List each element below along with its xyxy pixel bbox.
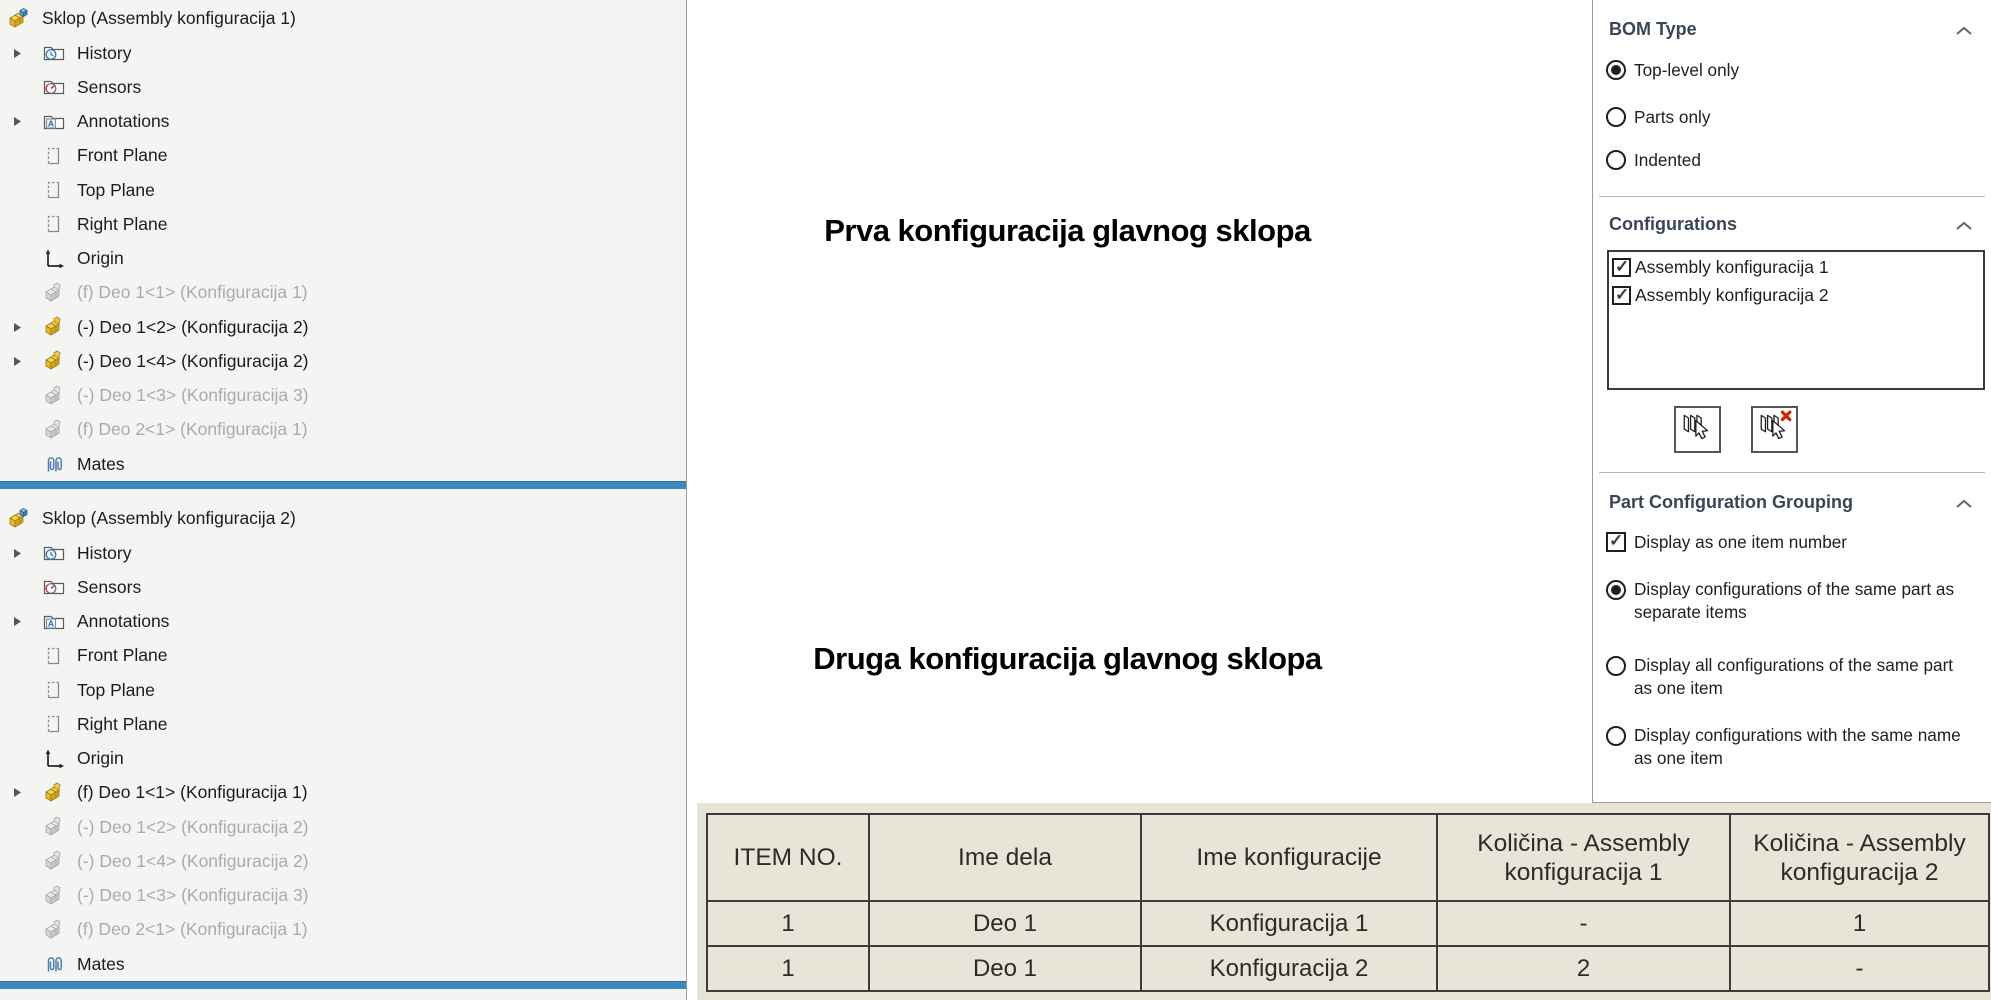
tree-item-label: (f) Deo 1<1> (Konfiguracija 1)	[77, 282, 308, 303]
tree-item-origin[interactable]	[0, 742, 686, 776]
part-gray-icon	[42, 384, 69, 408]
option-label: Indented	[1634, 149, 1701, 170]
chevron-up-icon[interactable]	[1955, 23, 1973, 33]
tree-item-mates[interactable]	[0, 447, 686, 481]
part-gray-icon	[42, 418, 69, 442]
pane-splitter-bar[interactable]	[0, 481, 686, 489]
grouping-option-display-configurations-of-the-same-part-[interactable]	[1606, 578, 1966, 624]
expand-arrow-icon[interactable]	[13, 116, 42, 127]
tree-item-label: Sensors	[77, 76, 142, 97]
caption-second-configuration: Druga konfiguracija glavnog sklopa	[813, 641, 1322, 676]
plane-icon	[42, 144, 69, 168]
bom-table-row	[707, 901, 1989, 946]
feature-tree-panel	[0, 0, 687, 1000]
part-yellow-icon	[42, 315, 69, 339]
part-yellow-icon	[42, 349, 69, 373]
tree-item-sklop-assembly-konfiguracija-1[interactable]	[0, 0, 686, 36]
tree-item-label: (-) Deo 1<2> (Konfiguracija 2)	[77, 316, 309, 337]
expand-arrow-icon[interactable]	[13, 616, 42, 627]
bom-column-header: ITEM NO.	[707, 814, 869, 901]
expand-arrow-icon[interactable]	[13, 356, 42, 367]
bom-type-header: BOM Type	[1609, 19, 1697, 39]
origin-icon	[42, 747, 69, 771]
bom-column-header: Količina - Assembly konfiguracija 2	[1730, 814, 1989, 901]
part-gray-icon	[42, 918, 69, 942]
assembly-icon	[7, 506, 34, 530]
bom-table-area	[697, 803, 1991, 1000]
part-gray-icon	[42, 815, 69, 839]
select-configurations-button[interactable]	[1674, 406, 1721, 453]
origin-icon	[42, 247, 69, 271]
bom-type-option-top-level-only[interactable]	[1606, 57, 1739, 83]
option-label: Top-level only	[1634, 59, 1740, 80]
grouping-option-display-configurations-with-the-same-nam[interactable]	[1606, 724, 1966, 770]
tree-item-front-plane[interactable]	[0, 139, 686, 173]
tree-item-f-deo-1-1-konfiguracija-1[interactable]	[0, 276, 686, 310]
tree-item-top-plane[interactable]	[0, 173, 686, 207]
tree-item-f-deo-1-1-konfiguracija-1[interactable]	[0, 776, 686, 810]
configuration-label: Assembly konfiguracija 2	[1635, 284, 1829, 305]
assembly-icon	[7, 6, 34, 30]
svg-text:A: A	[47, 118, 55, 129]
tree-item-label: History	[77, 42, 132, 63]
bom-table-cell: -	[1730, 946, 1989, 991]
mates-icon	[42, 452, 69, 476]
tree-item-label: Origin	[77, 248, 124, 269]
tree-item-label: Mates	[77, 453, 125, 474]
radio-icon[interactable]	[1606, 150, 1626, 170]
tree-item-history[interactable]	[0, 536, 686, 570]
chevron-up-icon[interactable]	[1955, 496, 1973, 506]
grouping-option-display-all-configurations-of-the-same-p[interactable]	[1606, 654, 1966, 700]
bom-table-cell: Deo 1	[869, 901, 1141, 946]
chevron-up-icon[interactable]	[1955, 218, 1973, 228]
option-label: Display configurations with the same name as one item	[1634, 725, 1961, 768]
tree-item-label: Sklop (Assembly konfiguracija 2)	[42, 507, 296, 528]
tree-item-label: Sensors	[77, 576, 142, 597]
bom-table-cell: Konfiguracija 1	[1141, 901, 1437, 946]
tree-item-mates[interactable]	[0, 947, 686, 981]
radio-icon[interactable]	[1606, 107, 1626, 127]
bom-table-cell: Konfiguracija 2	[1141, 946, 1437, 991]
tree-item-label: Annotations	[77, 611, 170, 632]
pane-splitter-bar[interactable]	[0, 981, 686, 989]
mates-icon	[42, 952, 69, 976]
bom-type-option-indented[interactable]	[1606, 147, 1701, 173]
tree-item-deo-1-3-konfiguracija-3[interactable]	[0, 879, 686, 913]
tree-item-label: Sklop (Assembly konfiguracija 1)	[42, 7, 296, 28]
option-label: Parts only	[1634, 106, 1711, 127]
expand-arrow-icon[interactable]	[13, 48, 42, 59]
bom-table-header-row	[707, 814, 1989, 901]
tree-item-label: (-) Deo 1<3> (Konfiguracija 3)	[77, 885, 309, 906]
plane-icon	[42, 678, 69, 702]
tree-item-deo-1-2-konfiguracija-2[interactable]	[0, 810, 686, 844]
tree-item-label: (-) Deo 1<2> (Konfiguracija 2)	[77, 816, 309, 837]
option-label: Display configurations of the same part as separate items	[1634, 579, 1955, 622]
bom-table	[706, 813, 1990, 992]
part-gray-icon	[42, 281, 69, 305]
checkbox-checked-icon[interactable]	[1612, 258, 1631, 277]
plane-icon	[42, 178, 69, 202]
tree-item-f-deo-2-1-konfiguracija-1[interactable]	[0, 913, 686, 947]
multi-select-cursor-icon	[1680, 409, 1716, 450]
history-folder-icon	[42, 541, 69, 565]
tree-item-label: (f) Deo 1<1> (Konfiguracija 1)	[77, 782, 308, 803]
tree-item-deo-1-3-konfiguracija-3[interactable]	[0, 379, 686, 413]
bom-table-row	[707, 946, 1989, 991]
tree-item-label: (f) Deo 2<1> (Konfiguracija 1)	[77, 919, 308, 940]
bom-type-option-parts-only[interactable]	[1606, 104, 1710, 130]
bom-column-header: Ime konfiguracije	[1141, 814, 1437, 901]
tree-item-origin[interactable]	[0, 242, 686, 276]
tree-item-deo-1-4-konfiguracija-2[interactable]	[0, 844, 686, 878]
annotations-folder-icon	[42, 110, 69, 134]
tree-item-label: Front Plane	[77, 645, 168, 666]
configuration-item-assembly-konfiguracija-1[interactable]	[1609, 254, 1983, 280]
bom-table-cell: 1	[707, 901, 869, 946]
part-gray-icon	[42, 884, 69, 908]
configuration-label: Assembly konfiguracija 1	[1635, 256, 1829, 277]
sensors-folder-icon	[42, 75, 69, 99]
tree-item-label: Top Plane	[77, 679, 155, 700]
part-configuration-grouping-header: Part Configuration Grouping	[1609, 492, 1853, 512]
radio-icon[interactable]	[1606, 726, 1626, 746]
tree-item-label: Mates	[77, 953, 125, 974]
bom-table-cell: 1	[1730, 901, 1989, 946]
configurations-header: Configurations	[1609, 214, 1737, 234]
tree-item-sensors[interactable]	[0, 70, 686, 104]
tree-item-label: (-) Deo 1<4> (Konfiguracija 2)	[77, 350, 309, 371]
tree-item-label: Right Plane	[77, 713, 168, 734]
radio-selected-icon[interactable]	[1606, 60, 1626, 80]
bom-column-header: Ime dela	[869, 814, 1141, 901]
feature-tree-config-1	[0, 0, 686, 481]
option-label: Display all configurations of the same part as one item	[1634, 655, 1954, 698]
tree-item-label: Right Plane	[77, 213, 168, 234]
tree-item-label: Top Plane	[77, 179, 155, 200]
tree-item-sklop-assembly-konfiguracija-2[interactable]	[0, 500, 686, 536]
feature-tree-config-2	[0, 500, 686, 981]
checkbox-checked-icon[interactable]	[1612, 286, 1631, 305]
sensors-folder-icon	[42, 575, 69, 599]
plane-icon	[42, 712, 69, 736]
tree-item-annotations[interactable]	[0, 105, 686, 139]
option-label: Display as one item number	[1634, 531, 1848, 552]
bom-column-header: Količina - Assembly konfiguracija 1	[1437, 814, 1730, 901]
tree-item-front-plane[interactable]	[0, 639, 686, 673]
configuration-item-assembly-konfiguracija-2[interactable]	[1609, 282, 1983, 308]
svg-text:A: A	[47, 618, 55, 629]
multi-select-cursor-delete-icon	[1757, 409, 1793, 450]
tree-item-label: (f) Deo 2<1> (Konfiguracija 1)	[77, 419, 308, 440]
tree-item-right-plane[interactable]	[0, 207, 686, 241]
bom-table-cell: 1	[707, 946, 869, 991]
bom-table-cell: Deo 1	[869, 946, 1141, 991]
deselect-configurations-button[interactable]	[1751, 406, 1798, 453]
history-folder-icon	[42, 41, 69, 65]
tree-item-deo-1-4-konfiguracija-2[interactable]	[0, 344, 686, 378]
tree-item-label: (-) Deo 1<4> (Konfiguracija 2)	[77, 850, 309, 871]
tree-item-right-plane[interactable]	[0, 707, 686, 741]
tree-item-history[interactable]	[0, 36, 686, 70]
section-divider	[1599, 472, 1985, 473]
tree-item-deo-1-2-konfiguracija-2[interactable]	[0, 310, 686, 344]
checkbox-checked-icon[interactable]	[1606, 532, 1626, 552]
tree-item-label: Annotations	[77, 111, 170, 132]
tree-item-top-plane[interactable]	[0, 673, 686, 707]
bom-table-cell: 2	[1437, 946, 1730, 991]
tree-item-label: Origin	[77, 748, 124, 769]
tree-item-label: Front Plane	[77, 145, 168, 166]
tree-item-sensors[interactable]	[0, 570, 686, 604]
plane-icon	[42, 644, 69, 668]
annotations-folder-icon	[42, 610, 69, 634]
expand-arrow-icon[interactable]	[13, 322, 42, 333]
plane-icon	[42, 212, 69, 236]
caption-first-configuration: Prva konfiguracija glavnog sklopa	[824, 213, 1311, 248]
expand-arrow-icon[interactable]	[13, 787, 42, 798]
bom-table-cell: -	[1437, 901, 1730, 946]
radio-selected-icon[interactable]	[1606, 580, 1626, 600]
section-divider	[1599, 196, 1985, 197]
configurations-list[interactable]	[1607, 250, 1985, 390]
display-as-one-item-number-option[interactable]	[1606, 529, 1847, 555]
bom-property-panel	[1592, 0, 1991, 803]
radio-icon[interactable]	[1606, 656, 1626, 676]
tree-item-label: History	[77, 542, 132, 563]
tree-item-label: (-) Deo 1<3> (Konfiguracija 3)	[77, 385, 309, 406]
part-yellow-icon	[42, 781, 69, 805]
expand-arrow-icon[interactable]	[13, 548, 42, 559]
part-gray-icon	[42, 849, 69, 873]
tree-item-f-deo-2-1-konfiguracija-1[interactable]	[0, 413, 686, 447]
tree-item-annotations[interactable]	[0, 605, 686, 639]
